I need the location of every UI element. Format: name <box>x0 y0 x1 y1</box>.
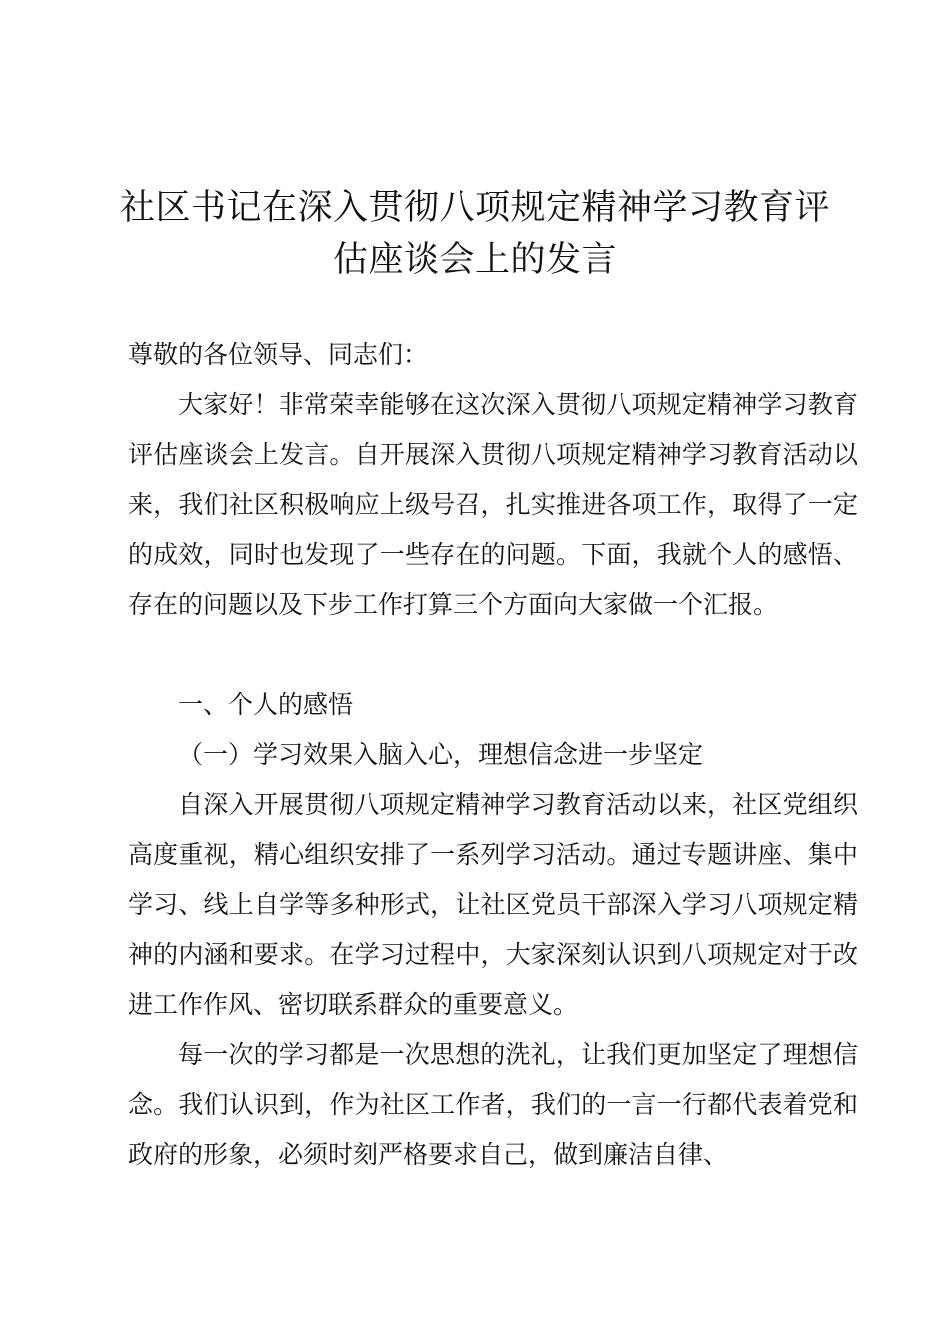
document-title-line-1: 社区书记在深入贯彻八项规定精神学习教育评 <box>119 188 830 228</box>
paragraph-intro: 大家好！非常荣幸能够在这次深入贯彻八项规定精神学习教育评估座谈会上发言。自开展深入贯彻八项规定精神学习教育活动以来，我们社区积极响应上级号召，扎实推进各项工作，取得了一定的成效，同时也发现了一些存在的问题。下面，我就个人的感悟、存在的问题以及下步工作打算三个方面向大家做一个汇报。 <box>128 390 858 619</box>
paragraph-ideals: 每一次的学习都是一次思想的洗礼，让我们更加坚定了理想信念。我们认识到，作为社区工作者，我们的一言一行都代表着党和政府的形象，必须时刻严格要求自己，做到廉洁自律、 <box>128 1040 858 1169</box>
salutation: 尊敬的各位领导、同志们： <box>128 340 429 369</box>
section-heading-1: 一、个人的感悟 <box>178 690 354 719</box>
paragraph-study-activities: 自深入开展贯彻八项规定精神学习教育活动以来，社区党组织高度重视，精心组织安排了一系列学习活动。通过专题讲座、集中学习、线上自学等多种形式，让社区党员干部深入学习八项规定精神的内涵和要求。在学习过程中，大家深刻认识到八项规定对于改进工作作风、密切联系群众的重要意义。 <box>128 790 858 1019</box>
document-title-line-2: 估座谈会上的发言 <box>332 240 617 280</box>
subsection-heading-1: （一）学习效果入脑入心，理想信念进一步坚定 <box>178 740 704 769</box>
